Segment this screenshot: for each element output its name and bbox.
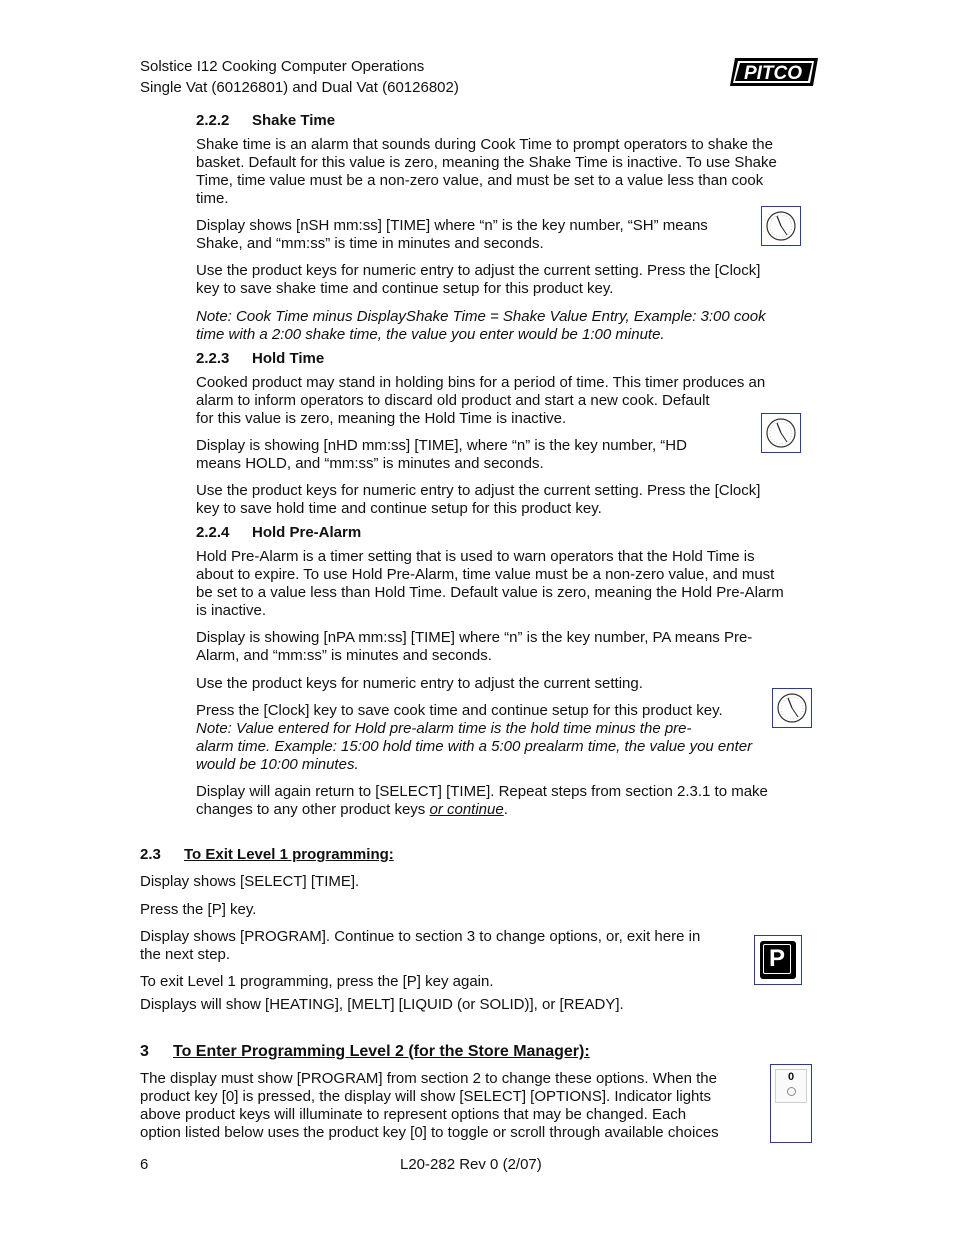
hold-paragraph-2 bbox=[196, 437, 687, 473]
text-line: Hold Pre-Alarm is a timer setting that is used to warn operators that the Hold Time is bbox=[196, 548, 755, 565]
text-line: Display is showing [nHD mm:ss] [TIME], where “n” is the key number, “HD bbox=[196, 437, 687, 454]
doc-title-line2: Single Vat (60126801) and Dual Vat (60126802) bbox=[140, 79, 459, 96]
text-line: option listed below uses the product key [0] to toggle or scroll through available choices bbox=[140, 1124, 719, 1141]
section-number: 2.2.3 bbox=[196, 350, 230, 367]
section-title: To Enter Programming Level 2 (for the Store Manager): bbox=[173, 1043, 590, 1060]
text-line: basket. Default for this value is zero, meaning the Shake Time is inactive. To use Shake bbox=[196, 154, 777, 171]
doc-title-line1: Solstice I12 Cooking Computer Operations bbox=[140, 58, 425, 75]
shake-note bbox=[196, 308, 766, 344]
prealarm-paragraph-5 bbox=[196, 783, 768, 819]
shake-paragraph-3 bbox=[196, 262, 760, 298]
text-line: be set to a value less than Hold Time. Default value is zero, meaning the Hold Pre-Alarm bbox=[196, 584, 784, 601]
shake-paragraph-2 bbox=[196, 217, 708, 253]
text-line: key to save hold time and continue setup for this product key. bbox=[196, 500, 602, 517]
text-line: alarm to inform operators to discard old product and start a new cook. Default bbox=[196, 392, 710, 409]
clock-key-icon bbox=[772, 688, 812, 728]
section-heading-exit-level-1 bbox=[140, 846, 394, 864]
exit-line: Display shows [SELECT] [TIME]. bbox=[140, 873, 360, 890]
prealarm-paragraph-4: Press the [Clock] key to save cook time and continue setup for this product key. bbox=[196, 702, 723, 719]
section-number: 2.2.4 bbox=[196, 524, 230, 541]
text-line: for this value is zero, meaning the Hold Time is inactive. bbox=[196, 410, 567, 427]
level2-paragraph bbox=[140, 1070, 719, 1142]
or-continue-link[interactable]: or continue bbox=[429, 801, 504, 818]
text-line: Note: Cook Time minus DisplayShake Time = Shake Value Entry, Example: 3:00 cook bbox=[196, 308, 766, 325]
exit-line: the next step. bbox=[140, 946, 231, 963]
text-line: Use the product keys for numeric entry to adjust the current setting. Press the [Clock] bbox=[196, 482, 761, 499]
prealarm-note bbox=[196, 720, 752, 774]
pitco-logo bbox=[729, 56, 819, 88]
text-span: . bbox=[503, 801, 508, 818]
section-title: Shake Time bbox=[252, 112, 336, 129]
zero-key-label: 0 bbox=[787, 1071, 795, 1083]
text-span: changes to any other product keys bbox=[196, 801, 430, 818]
text-line: time. bbox=[196, 190, 229, 207]
text-line: Display is showing [nPA mm:ss] [TIME] where “n” is the key number, PA means Pre- bbox=[196, 629, 753, 646]
exit-line: To exit Level 1 programming, press the [P] key again. bbox=[140, 973, 494, 990]
text-line: time with a 2:00 shake time, the value you enter would be 1:00 minute. bbox=[196, 326, 665, 343]
section-number: 2.3 bbox=[140, 846, 161, 863]
doc-reference: L20-282 Rev 0 (2/07) bbox=[400, 1156, 542, 1173]
prealarm-paragraph-3: Use the product keys for numeric entry to adjust the current setting. bbox=[196, 675, 643, 692]
text-line: means HOLD, and “mm:ss” is minutes and seconds. bbox=[196, 455, 544, 472]
product-key-zero-icon bbox=[770, 1064, 812, 1143]
text-line: key to save shake time and continue setup for this product key. bbox=[196, 280, 614, 297]
text-line: is inactive. bbox=[196, 602, 267, 619]
text-line: about to expire. To use Hold Pre-Alarm, time value must be a non-zero value, and must bbox=[196, 566, 775, 583]
text-line: would be 10:00 minutes. bbox=[196, 756, 359, 773]
hold-paragraph-1 bbox=[196, 374, 765, 428]
exit-line: Press the [P] key. bbox=[140, 901, 257, 918]
hold-paragraph-3 bbox=[196, 482, 760, 518]
text-line: Cooked product may stand in holding bins for a period of time. This timer produces an bbox=[196, 374, 766, 391]
p-key bbox=[760, 941, 796, 979]
text-line bbox=[196, 801, 768, 819]
exit-line: Display shows [PROGRAM]. Continue to section 3 to change options, or, exit here in bbox=[140, 928, 701, 945]
section-heading-hold-time bbox=[196, 350, 324, 368]
prealarm-paragraph-2 bbox=[196, 629, 752, 665]
text-line: Shake, and “mm:ss” is time in minutes and seconds. bbox=[196, 235, 544, 252]
exit-line: Displays will show [HEATING], [MELT] [LIQUID (or SOLID)], or [READY]. bbox=[140, 996, 624, 1013]
clock-key-icon bbox=[761, 413, 801, 453]
clock-key-icon bbox=[761, 206, 801, 246]
text-line: Display shows [nSH mm:ss] [TIME] where “n” is the key number, “SH” means bbox=[196, 217, 708, 234]
zero-key bbox=[775, 1069, 807, 1103]
p-key-label: P bbox=[763, 944, 791, 974]
text-line: Time, time value must be a non-zero value, and must be set to a value less than cook bbox=[196, 172, 764, 189]
text-line: Display will again return to [SELECT] [TIME]. Repeat steps from section 2.3.1 to make bbox=[196, 783, 768, 800]
shake-paragraph-1 bbox=[196, 136, 777, 208]
text-line: Shake time is an alarm that sounds during Cook Time to prompt operators to shake the bbox=[196, 136, 773, 153]
page-number: 6 bbox=[140, 1156, 149, 1173]
text-line: The display must show [PROGRAM] from section 2 to change these options. When the bbox=[140, 1070, 717, 1087]
section-title: To Exit Level 1 programming: bbox=[184, 846, 394, 863]
text-line: Alarm, and “mm:ss” is minutes and seconds. bbox=[196, 647, 492, 664]
indicator-light-icon bbox=[787, 1087, 796, 1096]
logo-text: PITCO bbox=[743, 63, 803, 84]
program-key-icon bbox=[754, 935, 802, 985]
section-heading-level-2 bbox=[140, 1042, 590, 1062]
prealarm-paragraph-1 bbox=[196, 548, 784, 620]
text-line: Note: Value entered for Hold pre-alarm time is the hold time minus the pre- bbox=[196, 720, 692, 737]
section-title: Hold Time bbox=[252, 350, 325, 367]
section-heading-hold-pre-alarm bbox=[196, 524, 361, 542]
section-title: Hold Pre-Alarm bbox=[252, 524, 362, 541]
section-number: 3 bbox=[140, 1043, 149, 1060]
section-heading-shake-time bbox=[196, 112, 335, 130]
section-number: 2.2.2 bbox=[196, 112, 230, 129]
text-line: above product keys will illuminate to represent options that may be changed. Each bbox=[140, 1106, 687, 1123]
text-line: product key [0] is pressed, the display will show [SELECT] [OPTIONS]. Indicator lights bbox=[140, 1088, 712, 1105]
text-line: Use the product keys for numeric entry to adjust the current setting. Press the [Clock] bbox=[196, 262, 761, 279]
text-line: alarm time. Example: 15:00 hold time with a 5:00 prealarm time, the value you enter bbox=[196, 738, 753, 755]
